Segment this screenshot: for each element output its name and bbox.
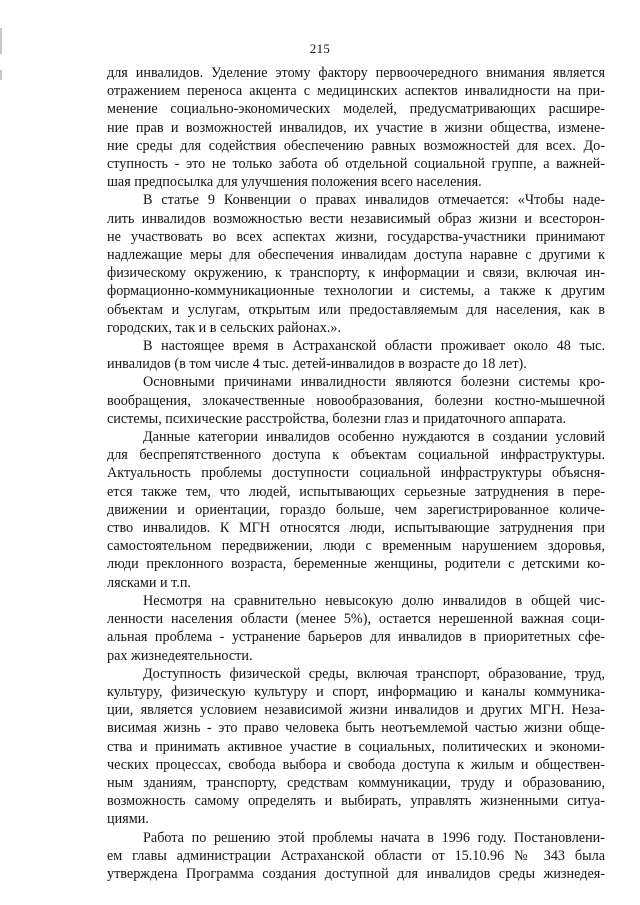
text-line: альная проблема - устранение барьеров для инвалидов в приоритетных сфе- bbox=[107, 629, 605, 646]
text-line: В статье 9 Конвенции о правах инвалидов отмечается: «Чтобы наде- bbox=[143, 192, 605, 209]
text-line: ство инвалидов. К МГН относятся люди, испытывающие затруднения при bbox=[107, 520, 605, 537]
text-line: формационно-коммуникационные технологии и системы, а также к другим bbox=[107, 283, 605, 300]
text-line: утверждена Программа создания доступной для инвалидов среды жизнедея- bbox=[107, 865, 605, 882]
text-line: возможность самому определять и выбирать, управлять жизненными ситуа- bbox=[107, 793, 605, 810]
text-line: объектам и услугам, открытым или предоставляемым для населения, как в bbox=[107, 301, 605, 318]
text-line: рах жизнедеятельности. bbox=[107, 647, 253, 664]
text-line: для инвалидов. Уделение этому фактору первоочередного внимания является bbox=[107, 65, 605, 81]
text-line: ется также тем, что людей, испытывающих серьезные затруднения в пере- bbox=[107, 483, 605, 500]
text-line: ние прав и возможностей инвалидов, их участие в жизни общества, измене- bbox=[107, 119, 605, 136]
text-line: отражением переноса акцента с медицинских аспектов инвалидности на при- bbox=[107, 83, 605, 100]
text-line: лясками и т.п. bbox=[107, 574, 191, 591]
text-line: люди преклонного возраста, беременные женщины, родители с детскими ко- bbox=[107, 556, 605, 573]
page-number: 215 bbox=[309, 41, 331, 56]
text-line: системы, психические расстройства, болезни глаз и придаточного аппарата. bbox=[107, 410, 567, 427]
text-line: В настоящее время в Астраханской области проживает около 48 тыс. bbox=[143, 338, 605, 355]
text-line: ступность - это не только забота об отдельной социальной группе, а важней- bbox=[107, 156, 605, 173]
text-line: ции, является условием независимой жизни инвалидов и других МГН. Неза- bbox=[107, 702, 605, 719]
text-line: циями. bbox=[107, 811, 149, 828]
text-line: вообращения, злокачественные новообразования, болезни костно-мышечной bbox=[107, 392, 605, 409]
scan-edge-mark bbox=[0, 70, 2, 80]
text-line: самостоятельном передвижении, люди с временным нарушением здоровья, bbox=[107, 538, 605, 555]
text-line: культуру, физическую культуру и спорт, информацию и каналы коммуника- bbox=[107, 683, 605, 700]
text-line: Данные категории инвалидов особенно нуждаются в создании условий bbox=[143, 429, 605, 446]
text-line: лить инвалидов возможностью вести независимый образ жизни и всесторон- bbox=[107, 210, 605, 227]
text-line: инвалидов (в том числе 4 тыс. детей-инвалидов в возрасте до 18 лет). bbox=[107, 356, 527, 373]
document-body bbox=[107, 64, 605, 883]
text-line: Актуальность проблемы доступности социальной инфраструктуры объясня- bbox=[107, 465, 605, 482]
text-line: ем главы администрации Астраханской области от 15.10.96 № 343 была bbox=[107, 847, 605, 864]
text-line: движении и ориентации, гораздо больше, чем зарегистрированное количе- bbox=[107, 501, 605, 518]
text-line: Работа по решению этой проблемы начата в 1996 году. Постановлени- bbox=[143, 829, 605, 846]
text-line: ческих процессах, свобода выбора и свобода доступа к жилым и обществен- bbox=[107, 756, 605, 773]
text-line: Основными причинами инвалидности являются болезни системы кро- bbox=[143, 374, 605, 391]
text-line: менение социально-экономических моделей, предусматривающих расшире- bbox=[107, 101, 605, 118]
text-line: ным зданиям, транспорту, средствам коммуникации, труду и образованию, bbox=[107, 774, 605, 791]
text-line: не участвовать во всех аспектах жизни, государства-участники принимают bbox=[107, 228, 605, 245]
text-line: Доступность физической среды, включая транспорт, образование, труд, bbox=[143, 665, 605, 682]
text-line: городских, так и в сельских районах.». bbox=[107, 319, 342, 336]
text-line: шая предпосылка для улучшения положения всего населения. bbox=[107, 174, 482, 191]
text-line: надлежащие меры для обеспечения инвалидам доступа наравне с другими к bbox=[107, 247, 605, 264]
text-line: ленности населения области (менее 5%), остается нерешенной важная соци- bbox=[107, 611, 605, 628]
text-line: висимая жизнь - это право человека быть неотъемлемой частью жизни обще- bbox=[107, 720, 605, 737]
text-line: Несмотря на сравнительно невысокую долю инвалидов в общей чис- bbox=[143, 592, 605, 609]
text-line: ства и принимать активное участие в социальных, политических и экономи- bbox=[107, 738, 605, 755]
text-line: ние среды для содействия обеспечению равных возможностей для всех. До- bbox=[107, 137, 605, 154]
text-line: физическому окружению, к транспорту, к информации и связи, включая ин- bbox=[107, 265, 605, 282]
text-line: для беспрепятственного доступа к объектам социальной инфраструктуры. bbox=[107, 447, 605, 464]
